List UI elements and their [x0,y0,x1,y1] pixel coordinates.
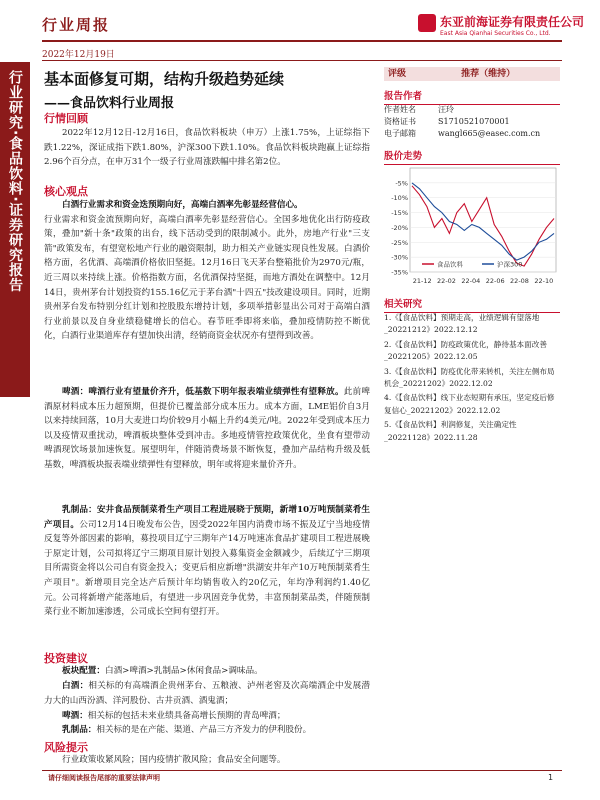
analyst-key: 资格证书 [384,117,416,126]
analyst-value: 汪玲 [438,105,454,114]
frozen-food-lead: 乳制品：安井食品预制菜肴生产项目工程进展晓于预期，新增10万吨预制菜肴生产项目。 [44,505,370,530]
core-view-baijiu [44,198,370,344]
related-research-item[interactable]: 1.《【食品饮料】预期走高，业绩逻辑有望落地_20221212》2022.12.12 [384,313,540,335]
invest-text-allocation: 白酒>啤酒>乳制品>休闲食品>调味品。 [104,666,263,676]
report-title: 基本面修复可期，结构升级趋势延续 [44,70,285,88]
related-research-item[interactable]: 3.《【食品饮料】防疫优化带来转机，关注左侧布局机会_20221202》2022.12.02 [384,366,555,389]
related-research-item[interactable]: 4.《【食品饮料】线下业态短期有承压，坚定疫后修复信心_20221202》2022.12.02 [384,393,555,415]
footer-disclaimer: 请仔细阅读报告尾部的重要法律声明 [48,774,160,782]
page-number: 1 [548,773,554,782]
invest-sector-allocation [44,664,370,679]
invest-text-baijiu: 相关标的有高端酒企贵州茅台、五粮液、泸州老窖及次高端酒企中发展潜力大的山西汾酒、洋河股份、古井贡酒、酒鬼酒； [44,681,370,706]
analyst-value: S1710521070001 [438,117,510,126]
analyst-heading: 报告作者 [384,88,560,105]
header-divider-thin [42,60,562,61]
analyst-key: 电子邮箱 [384,129,416,138]
rating-value: 推荐（维持） [461,69,516,79]
company-logo-icon [418,14,436,32]
baijiu-lead: 白酒行业需求和资金迭预期向好，高端白酒率先彰显经营信心。 [62,200,303,210]
related-research-item[interactable]: 2.《【食品饮料】防疫政策优化，静待基本面改善_20221205》2022.12.05 [384,339,547,362]
header-divider [42,40,562,42]
rating-label: 评级 [388,69,407,79]
footer-divider [42,770,562,771]
invest-dairy [44,723,370,738]
analyst-row [384,104,560,116]
section-investment-heading: 投资建议 [44,652,88,665]
chart-series-line-2 [412,183,554,260]
invest-label-allocation: 板块配置： [62,666,105,676]
chart-y-tick-label: -5% [395,179,408,188]
chart-x-tick-label: 22-10 [534,277,554,285]
chart-y-tick-label: -20% [391,223,408,232]
chart-y-tick-label: -15% [391,209,408,218]
related-research-heading: 相关研究 [384,296,560,313]
invest-label-beer: 啤酒： [62,711,88,721]
related-research-list [384,312,560,446]
report-type-title: 行业周报 [42,16,111,34]
chart-legend-label: 食品饮料 [437,260,463,269]
invest-text-dairy: 相关标的是在产能、渠道、产品三方齐发力的伊利股份。 [96,725,312,735]
analyst-value[interactable]: wangl665@easec.com.cn [438,129,541,138]
company-name-cn: 东亚前海证券有限责任公司 [440,15,585,29]
sidebar-label: 行业研究·食品饮料·证券研究报告 [7,70,23,293]
section-core-view-heading: 核心观点 [44,185,88,198]
analyst-row [384,116,560,128]
rating-bar [384,67,560,81]
section-market-review-heading: 行情回顾 [44,112,88,125]
chart-x-tick-label: 22-08 [510,277,529,285]
beer-paragraph: 此前啤酒原材料成本压力超预期，但提价已覆盖部分成本压力。成本方面，LME铝价自3月以来持续回落，10月大麦进口均价较9月小幅上升约4美元/吨。2022年受到成本压力以及疫情双重扰动，啤酒板块整体受到冲击。多地疫情管控政策优化，坐食有望带动啤酒现饮场景加速恢复。展望明年，伴随消费场景不断恢复，叠加产品结构升级及低基数，啤酒板块报表端业绩弹性有望释放，明年或将迎来量价齐升。 [44,387,370,470]
analyst-key: 作者姓名 [384,105,416,114]
core-view-frozen-food [44,503,370,620]
core-view-beer [44,385,370,473]
chart-x-tick-label: 22-02 [437,277,456,285]
report-date: 2022年12月19日 [42,50,115,60]
chart-y-tick-label: -10% [391,194,408,203]
chart-y-tick-label: -25% [391,238,408,247]
invest-text-beer: 相关标的包括未来业绩具备高增长预期的青岛啤酒； [87,711,286,721]
chart-y-tick-label: -30% [391,253,408,262]
stock-chart-heading: 股价走势 [384,148,560,165]
invest-label-baijiu: 白酒： [62,681,89,691]
market-review-paragraph: 2022年12月12日-12月16日，食品饮料板块（申万）上涨1.75%，上证综指下跌1.22%，深证成指下跌1.80%，沪深300下跌1.10%。食品饮料板块跑赢上证综指2.96个百分点，在申万31个一级子行业周涨跌幅中排名第2位。 [44,128,370,168]
frozen-food-paragraph: 公司12月14日晚发布公告，因受2022年国内消费市场不振及辽宁当地疫情反复等外部因素的影响，募投项目辽宁三期年产14万吨速冻食品扩建项目工程进展晚于原定计划，公司拟将辽宁三期项目原计划投入募集资金金额减少，后续辽宁三期项目所需资金将以公司自有资金投入；变更后相应新增"洪湖安井年产10万吨预制菜肴生产项目"。新增项目完全达产后预计年均销售收入约20亿元，年均净利润约1.40亿元。公司将新增产能落地后，有望进一步巩固竞争优势，丰富预制菜品类，伴随预制菜行业不断加速渗透，公司成长空间有望打开。 [44,519,370,618]
invest-baijiu [44,679,370,708]
baijiu-paragraph: 行业需求和资金流预期向好，高端白酒率先彰显经营信心。全国多地优化出行防疫政策，叠加"新十条"政策的出台，线下活动受到的限制减小。此外，房地产行业"三支箭"政策发布，有望宽松地产行业的融资限制，助力相关产业链实现良性发展。白酒价格方面，名优酒、高端酒价格依旧坚挺。12月16日飞天茅台整箱批价为2970元/瓶，近三周以来持续上涨。价格指数方面，名优酒保持坚挺，而地方酒处在调整中。12月14日，贵州茅台计划投资约155.16亿元于茅台酒"十四五"技改建设项目。同时，近期贵州茅台发布特别分红计划和控股股东增持计划，多项举措彰显出公司对于高端白酒行业前景以及自身业绩稳健增长的信心。春节旺季即将来临，叠加疫情防控不断优化，白酒行业渠道库存有望加快出清，经销商资金状况亦有望得到改善。 [44,214,370,342]
chart-legend-label: 沪深300 [497,260,523,269]
report-subtitle: ——食品饮料行业周报 [44,96,175,111]
chart-x-tick-label: 22-06 [485,277,505,285]
section-risk-heading: 风险提示 [44,741,88,754]
related-research-item[interactable]: 5.《【食品饮料】利润修复，关注确定性_20221128》2022.11.28 [384,420,517,442]
invest-beer [44,709,370,724]
chart-x-tick-label: 21-12 [412,277,432,285]
invest-label-dairy: 乳制品： [62,725,97,735]
chart-y-tick-label: -35% [391,268,408,277]
analyst-info [384,104,560,140]
beer-lead: 啤酒：啤酒行业有望量价齐升，低基数下明年报表端业绩弹性有望释放。 [62,387,344,397]
stock-price-chart [384,164,560,288]
company-name-en: East Asia Qianhai Securities Co., Ltd. [440,30,551,37]
risk-paragraph: 行业政策收紧风险；国内疫情扩散风险；食品安全问题等。 [62,755,286,765]
chart-x-tick-label: 22-04 [461,277,481,285]
analyst-row [384,128,560,140]
